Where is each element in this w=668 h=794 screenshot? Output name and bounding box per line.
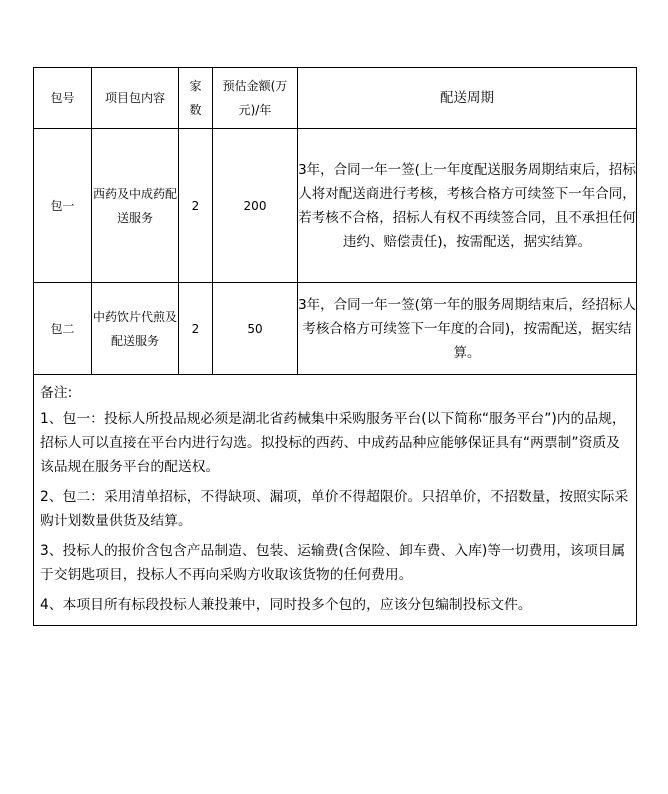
header-estimated-amount: 预估金额(万元)/年 <box>213 68 298 129</box>
notes-cell <box>34 375 637 626</box>
header-delivery-period: 配送周期 <box>298 68 637 129</box>
note-item: 3、投标人的报价含包含产品制造、包装、运输费(含保险、卸车费、入库)等一切费用，该项目属于交钥匙项目，投标人不再向采购方收取该货物的任何费用。 <box>40 543 626 583</box>
procurement-table <box>33 67 637 626</box>
cell-package-no: 包二 <box>34 283 92 375</box>
cell-delivery-period: 3年，合同一年一签(上一年度配送服务周期结束后，招标人将对配送商进行考核，考核合格方可续签下一年合同，若考核不合格，招标人有权不再续签合同，且不承担任何违约、赔偿责任)，按需配送，据实结算。 <box>298 129 637 283</box>
cell-package-content: 中药饮片代煎及配送服务 <box>92 283 179 375</box>
note-item: 4、本项目所有标段投标人兼投兼中，同时投多个包的，应该分包编制投标文件。 <box>40 597 532 613</box>
table-row <box>34 283 637 375</box>
notes-row <box>34 375 637 626</box>
cell-estimated-amount: 200 <box>213 129 298 283</box>
header-package-content: 项目包内容 <box>92 68 179 129</box>
header-package-no: 包号 <box>34 68 92 129</box>
cell-count: 2 <box>179 129 213 283</box>
table-header-row <box>34 68 637 129</box>
notes-title: 备注: <box>40 385 73 401</box>
cell-package-no: 包一 <box>34 129 92 283</box>
header-count: 家数 <box>179 68 213 129</box>
cell-count: 2 <box>179 283 213 375</box>
cell-delivery-period: 3年，合同一年一签(第一年的服务周期结束后，经招标人考核合格方可续签下一年度的合同)，按需配送，据实结算。 <box>298 283 637 375</box>
cell-estimated-amount: 50 <box>213 283 298 375</box>
note-item: 2、包二：采用清单招标，不得缺项、漏项，单价不得超限价。只招单价，不招数量，按照实际采购计划数量供货及结算。 <box>40 489 629 529</box>
cell-package-content: 西药及中成药配送服务 <box>92 129 179 283</box>
note-item: 1、包一：投标人所投品规必须是湖北省药械集中采购服务平台(以下简称“服务平台”)内的品规，招标人可以直接在平台内进行勾选。拟投标的西药、中成药品种应能够保证具有“两票制”资质及该品规在服务平台的配送权。 <box>40 411 626 475</box>
table-row <box>34 129 637 283</box>
